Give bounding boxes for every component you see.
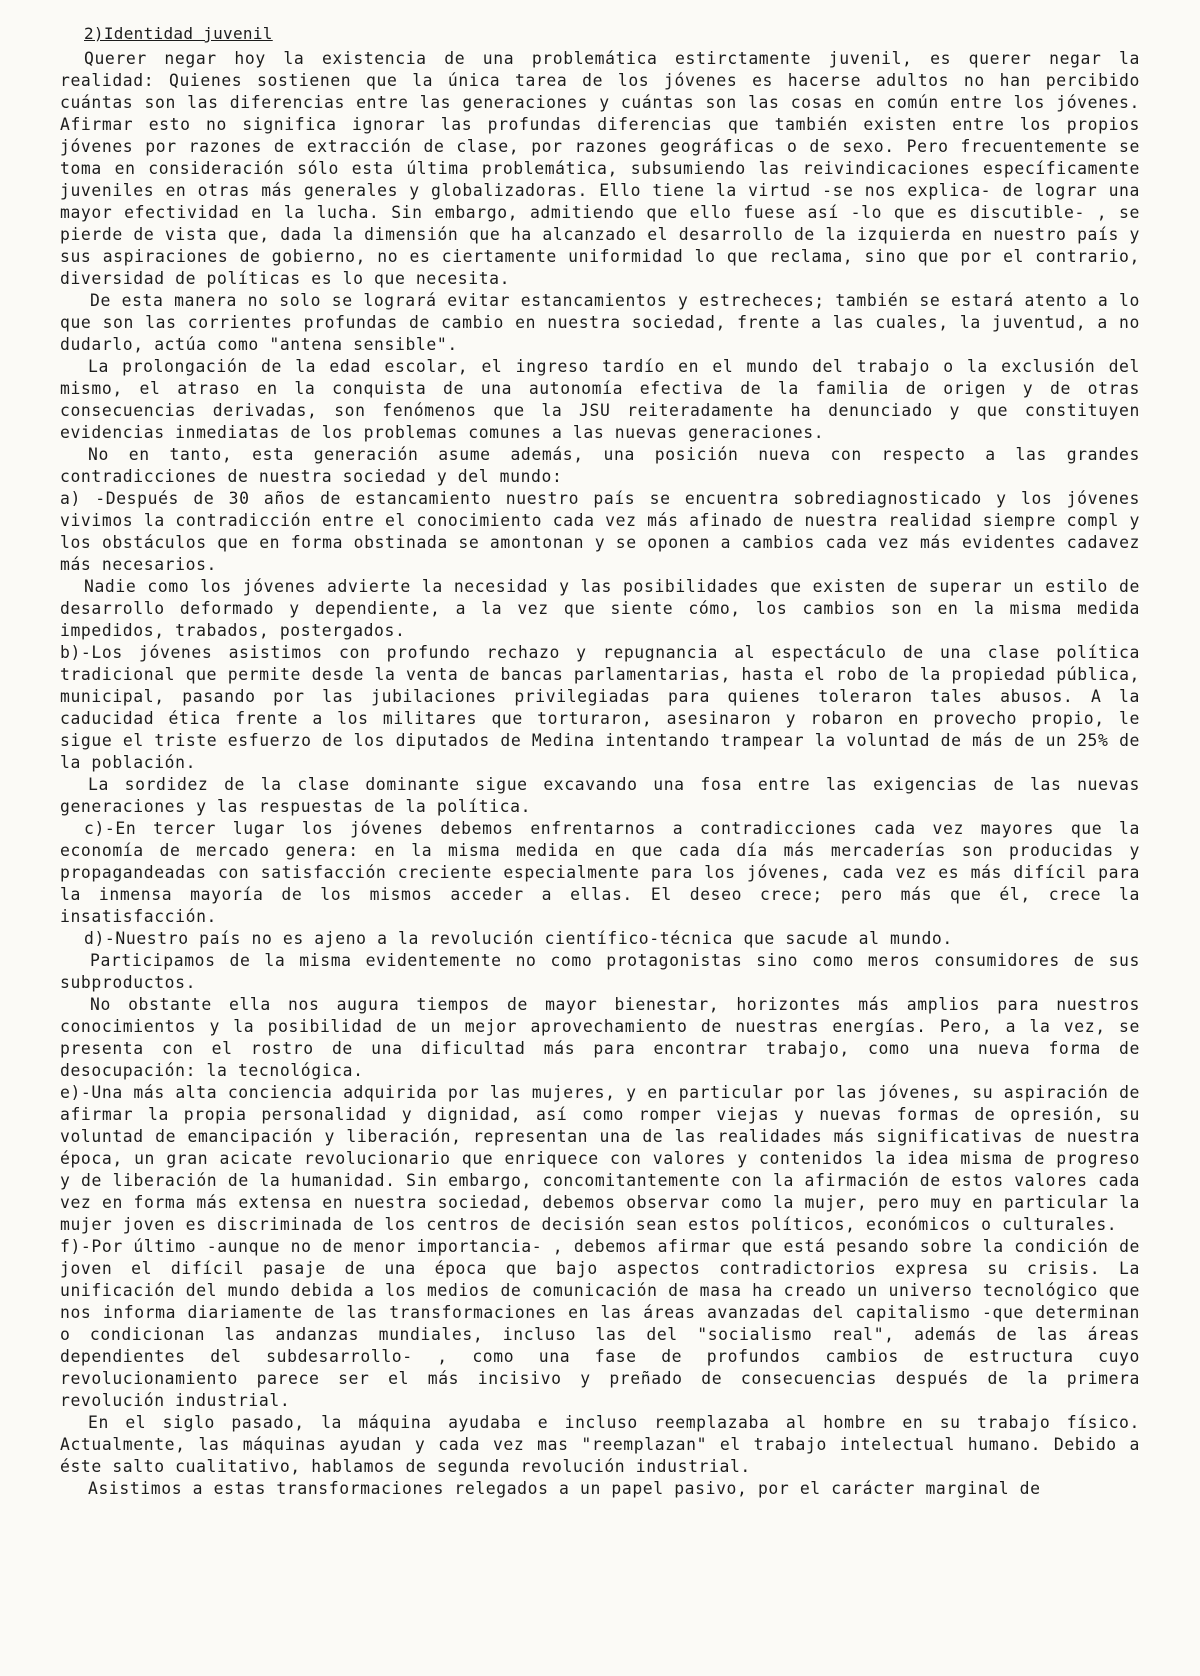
paragraph-item-a: a) -Después de 30 años de estancamiento nuestro país se encuentra sobrediagnosticado y los jóvenes vivimos la contradicción entre el conocimiento cada vez más afinado de nuestra realidad siempre compl y los obstáculos que en forma obstinada se amontonan y se oponen a cambios cada vez más evidentes cadavez más necesarios.: [60, 489, 1140, 574]
paragraph-2: De esta manera no solo se logrará evitar estancamientos y estrecheces; también se estará atento a lo que son las corrientes profundas de cambio en nuestra sociedad, frente a las cuales, la juventud, a no dudarlo, actúa como "antena sensible".: [60, 291, 1140, 354]
paragraph-9: En el siglo pasado, la máquina ayudaba e incluso reemplazaba al hombre en su trabajo físico. Actualmente, las máquinas ayudan y cada vez mas "reemplazan" el trabajo intelectual humano. Debido a éste salto cualitativo, hablamos de segunda revolución industrial.: [60, 1413, 1140, 1476]
paragraph-item-d: d)-Nuestro país no es ajeno a la revolución científico-técnica que sacude al mundo.: [84, 929, 953, 948]
paragraph-6: La sordidez de la clase dominante sigue excavando una fosa entre las exigencias de las nuevas generaciones y las respuestas de la política.: [60, 775, 1140, 816]
paragraph-item-e: e)-Una más alta conciencia adquirida por las mujeres, y en particular por las jóvenes, su aspiración de afirmar la propia personalidad y dignidad, así como romper viejas y nuevas formas de opresión, su voluntad de emancipación y liberación, representan una de las realidades más significativas de nuestra época, un gran acicate revolucionario que enriquece con valores y contenidos la idea misma de progreso y de liberación de la humanidad. Sin embargo, concomitantemente con la afirmación de estos valores cada vez en forma más extensa en nuestra sociedad, debemos observar como la mujer, pero muy en particular la mujer joven es discriminada de los centros de decisión sean estos políticos, económicos o culturales.: [60, 1083, 1140, 1234]
paragraph-7: Participamos de la misma evidentemente no como protagonistas sino como meros consumidores de sus subproductos.: [60, 951, 1140, 992]
paragraph-item-c: c)-En tercer lugar los jóvenes debemos enfrentarnos a contradicciones cada vez mayores que la economía de mercado genera: en la misma medida en que cada día más mercaderías son producidas y propagandeadas con satisfacción creciente especialmente para los jóvenes, cada vez es más difícil para la inmensa mayoría de los mismos acceder a ellas. El deseo crece; pero más que él, crece la insatisfacción.: [60, 819, 1140, 926]
paragraph-item-b: b)-Los jóvenes asistimos con profundo rechazo y repugnancia al espectáculo de una clase política tradicional que permite desde la venta de bancas parlamentarias, hasta el robo de la propiedad pública, municipal, pasando por las jubilaciones privilegiadas para quienes toleraron tales abusos. A la caducidad ética frente a los militares que torturaron, asesinaron y robaron en provecho propio, le sigue el triste esfuerzo de los diputados de Medina intentando trampear la voluntad de más de un 25% de la población.: [60, 643, 1140, 772]
paragraph-10: Asistimos a estas transformaciones relegados a un papel pasivo, por el carácter marginal de: [88, 1479, 1041, 1498]
paragraph-8: No obstante ella nos augura tiempos de mayor bienestar, horizontes más amplios para nuestros conocimientos y la posibilidad de un mejor aprovechamiento de nuestras energías. Pero, a la vez, se presenta con el rostro de una dificultad más para encontrar trabajo, como una nueva forma de desocupación: la tecnológica.: [60, 995, 1140, 1080]
paragraph-item-f: f)-Por último -aunque no de menor importancia- , debemos afirmar que está pesando sobre la condición de joven el difícil pasaje de una época que bajo aspectos contradictorios expresa su crisis. La unificación del mundo debida a los medios de comunicación de masa ha creado un universo tecnológico que nos informa diariamente de las transformaciones en las áreas avanzadas del capitalismo -que determinan o condicionan las andanzas mundiales, incluso las del "socialismo real", además de las áreas dependientes del subdesarrollo- , como una fase de profundos cambios de estructura cuyo revolucionamiento parece ser el más incisivo y preñado de consecuencias después de la primera revolución industrial.: [60, 1237, 1140, 1410]
paragraph-5: Nadie como los jóvenes advierte la necesidad y las posibilidades que existen de superar un estilo de desarrollo deformado y dependiente, a la vez que siente cómo, los cambios son en la misma medida impedidos, trabados, postergados.: [60, 577, 1140, 640]
paragraph-1: Querer negar hoy la existencia de una problemática estirctamente juvenil, es querer negar la realidad: Quienes sostienen que la única tarea de los jóvenes es hacerse adultos no han percibido cuántas son las diferencias entre las generaciones y cuántas son las cosas en común entre los jóvenes. Afirmar esto no significa ignorar las profundas diferencias que también existen entre los propios jóvenes por razones de extracción de clase, por razones geográficas o de sexo. Pero frecuentemente se toma en consideración sólo esta última problemática, subsumiendo las reivindicaciones específicamente juveniles en otras más generales y globalizadoras. Ello tiene la virtud -se nos explica- de lograr una mayor efectividad en la lucha. Sin embargo, admitiendo que ello fuese así -lo que es discutible- , se pierde de vista que, dada la dimensión que ha alcanzado el desarrollo de la izquierda en nuestro país y sus aspiraciones de gobierno, no es ciertamente uniformidad lo que reclama, sino que por el contrario, diversidad de políticas es lo que necesita.: [60, 49, 1140, 288]
section-heading: 2)Identidad juvenil: [84, 24, 273, 43]
paragraph-3: La prolongación de la edad escolar, el ingreso tardío en el mundo del trabajo o la exclusión del mismo, el atraso en la conquista de una autonomía efectiva de la familia de origen y de otras consecuencias derivadas, son fenómenos que la JSU reiteradamente ha denunciado y que constituyen evidencias inmediatas de los problemas comunes a las nuevas generaciones.: [60, 357, 1140, 442]
paragraph-4: No en tanto, esta generación asume además, una posición nueva con respecto a las grandes contradicciones de nuestra sociedad y del mundo:: [60, 445, 1140, 486]
